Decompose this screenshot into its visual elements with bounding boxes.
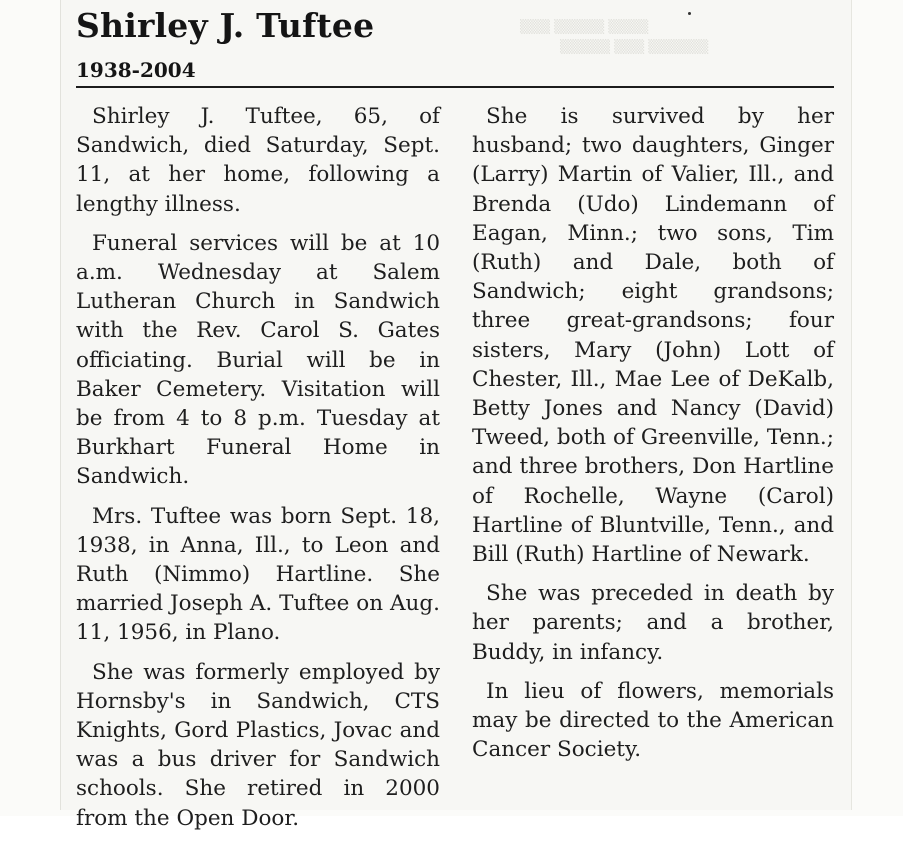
paragraph-funeral-services: Funeral services will be at 10 a.m. Wednesday at Salem Lutheran Church in Sandwich with the Rev. Carol S. Gates officiating. Burial will be in Baker Cemetery. Visitation will be from 4 to 8 p.m. Tuesday at Burkhart Funeral Home in Sandwich. — [76, 230, 440, 490]
paragraph-survivors: She is survived by her husband; two daughters, Ginger (Larry) Martin of Valier, Ill., and Brenda (Udo) Lindemann of Eagan, Minn.; two sons, Tim (Ruth) and Dale, both of Sandwich; eight grandsons; three great-grandsons; four sisters, Mary (John) Lott of Chester, Ill., Mae Lee of DeKalb, Betty Jones and Nancy (David) Tweed, both of Greenville, Tenn.; and three brothers, Don Hartline of Rochelle, Wayne (Carol) Hartline of Bluntville, Tenn., and Bill (Ruth) Hartline of Newark. — [472, 104, 834, 568]
bleed-through-texture: ▒▒▒▒▒ ▒▒▒ ▒▒▒▒▒▒ — [560, 40, 709, 55]
paragraph-preceded-in-death: She was preceded in death by her parents; and a brother, Buddy, in infancy. — [472, 581, 834, 665]
right-column — [472, 102, 834, 774]
bleed-through-texture: ▒▒▒ ▒▒▒▒▒ ▒▒▒▒ — [520, 20, 649, 35]
obituary-name: Shirley J. Tuftee — [76, 6, 375, 45]
paragraph-death-notice: Shirley J. Tuftee, 65, of Sandwich, died Saturday, Sept. 11, at her home, following a lengthy illness. — [76, 104, 440, 217]
paragraph-employment: She was formerly employed by Hornsby's in Sandwich, CTS Knights, Gord Plastics, Jovac and was a bus driver for Sandwich schools. She retired in 2000 from the Open Door. — [76, 659, 440, 831]
obituary-years: 1938-2004 — [76, 58, 196, 82]
ink-speck — [688, 12, 691, 15]
paragraph-memorials: In lieu of flowers, memorials may be directed to the American Cancer Society. — [472, 678, 834, 763]
paragraph-birth-marriage: Mrs. Tuftee was born Sept. 18, 1938, in Anna, Ill., to Leon and Ruth (Nimmo) Hartline. She married Joseph A. Tuftee on Aug. 11, 1956, in Plano. — [76, 503, 440, 646]
header-rule — [76, 86, 834, 88]
left-column — [76, 102, 440, 843]
